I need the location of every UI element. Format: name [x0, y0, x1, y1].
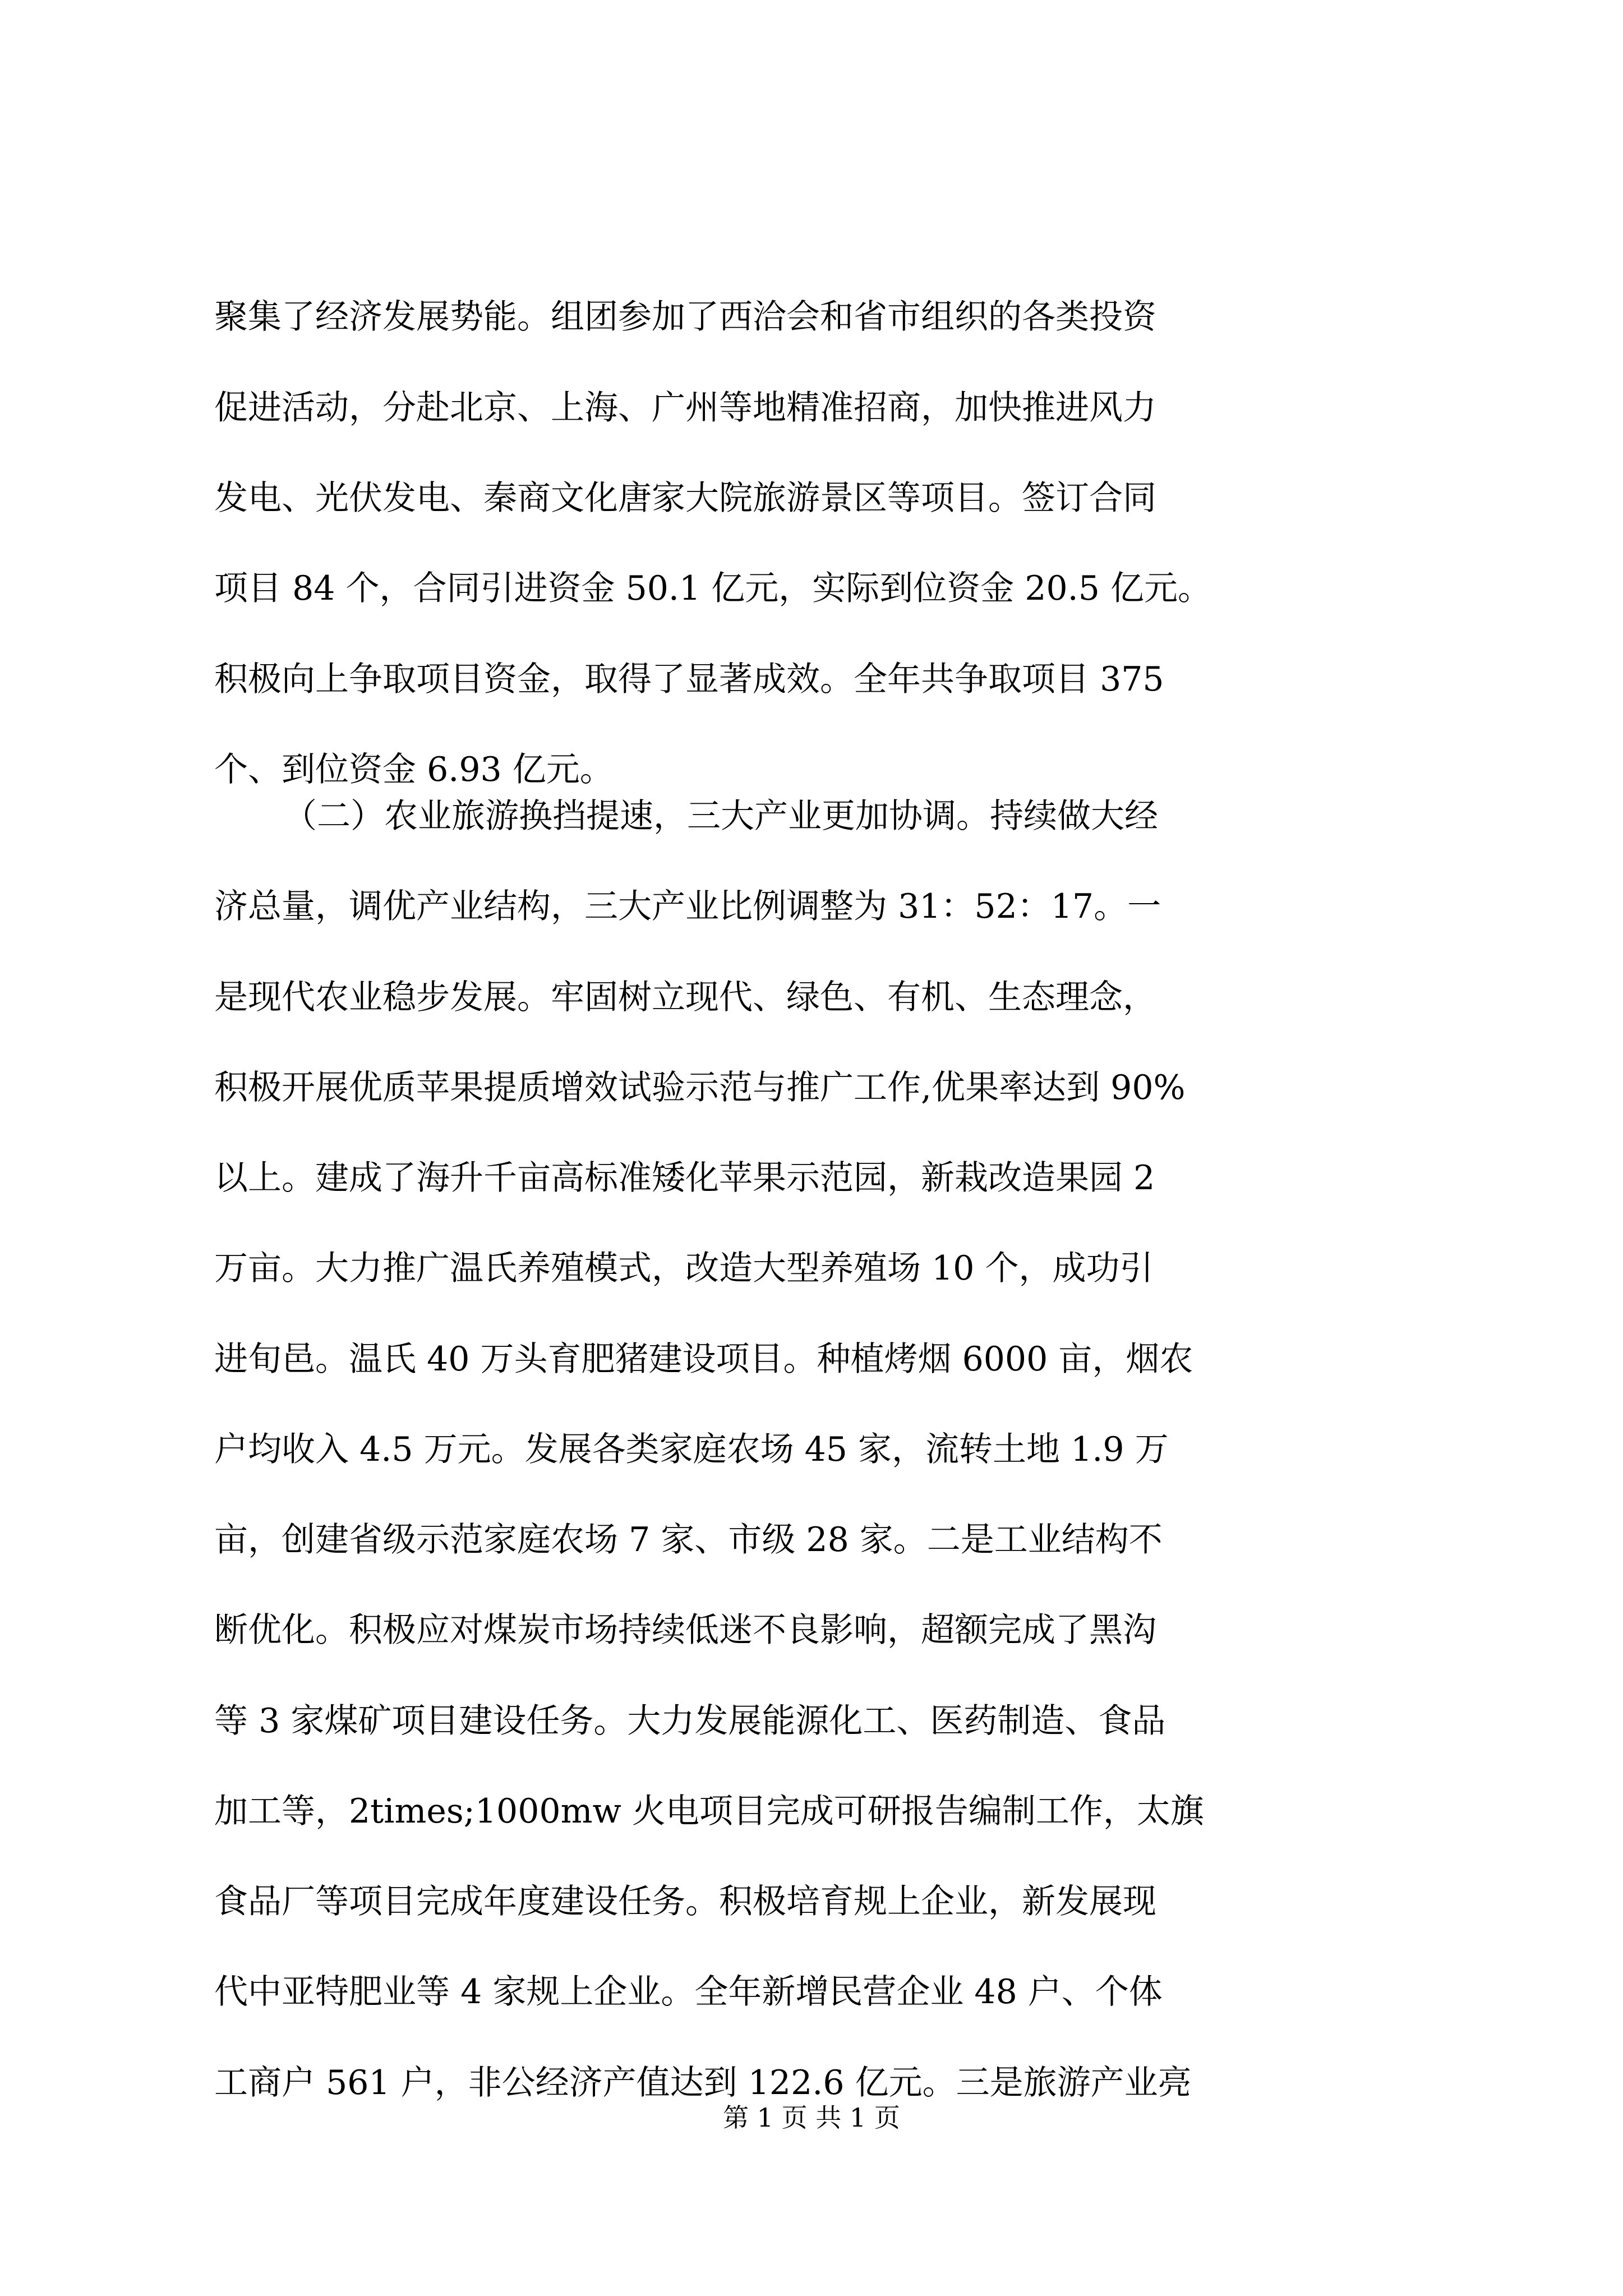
page-footer: 第 1 页 共 1 页: [723, 2102, 900, 2133]
body-text: 聚集了经济发展势能。组团参加了西洽会和省市组织的各类投资 促进活动，分赴北京、上海、广州等地精准招商，加快推进风力 发电、光伏发电、秦商文化唐家大院旅游景区等项目。签订合同 项目 84 个，合同引进资金 50.1 亿元，实际到位资金 20.5 亿元。 积极向上争取项目资金，取得了显著成效。全年共争取项目 375 个、到位资金 6.93 亿元。 （二）农业旅游换挡提速，三大产业更加协调。持续做大经 济总量，调优产业结构，三大产业比例调整为 31：52：17。一 是现代农业稳步发展。牢固树立现代、绿色、有机、生态理念， 积极开展优质苹果提质增效试验示范与推广工作,优果率达到 90% 以上。建成了海升千亩高标准矮化苹果示范园，新栽改造果园 2 万亩。大力推广温氏养殖模式，改造大型养殖场 10 个，成功引 进旬邑。温氏 40 万头育肥猪建设项目。种植烤烟 6000 亩，烟农 户均收入 4.5 万元。发展各类家庭农场 45 家，流转土地 1.9 万 亩，创建省级示范家庭农场 7 家、市级 28 家。二是工业结构不 断优化。积极应对煤炭市场持续低迷不良影响，超额完成了黑沟 等 3 家煤矿项目建设任务。大力发展能源化工、医药制造、食品 加工等，2times;1000mw 火电项目完成可研报告编制工作，太旗 食品厂等项目完成年度建设任务。积极培育规上企业，新发展现 代中亚特肥业等 4 家规上企业。全年新增民营企业 48 户、个体 工商户 561 户，非公经济产值达到 122.6 亿元。三是旅游产业亮: [214, 297, 1211, 2102]
